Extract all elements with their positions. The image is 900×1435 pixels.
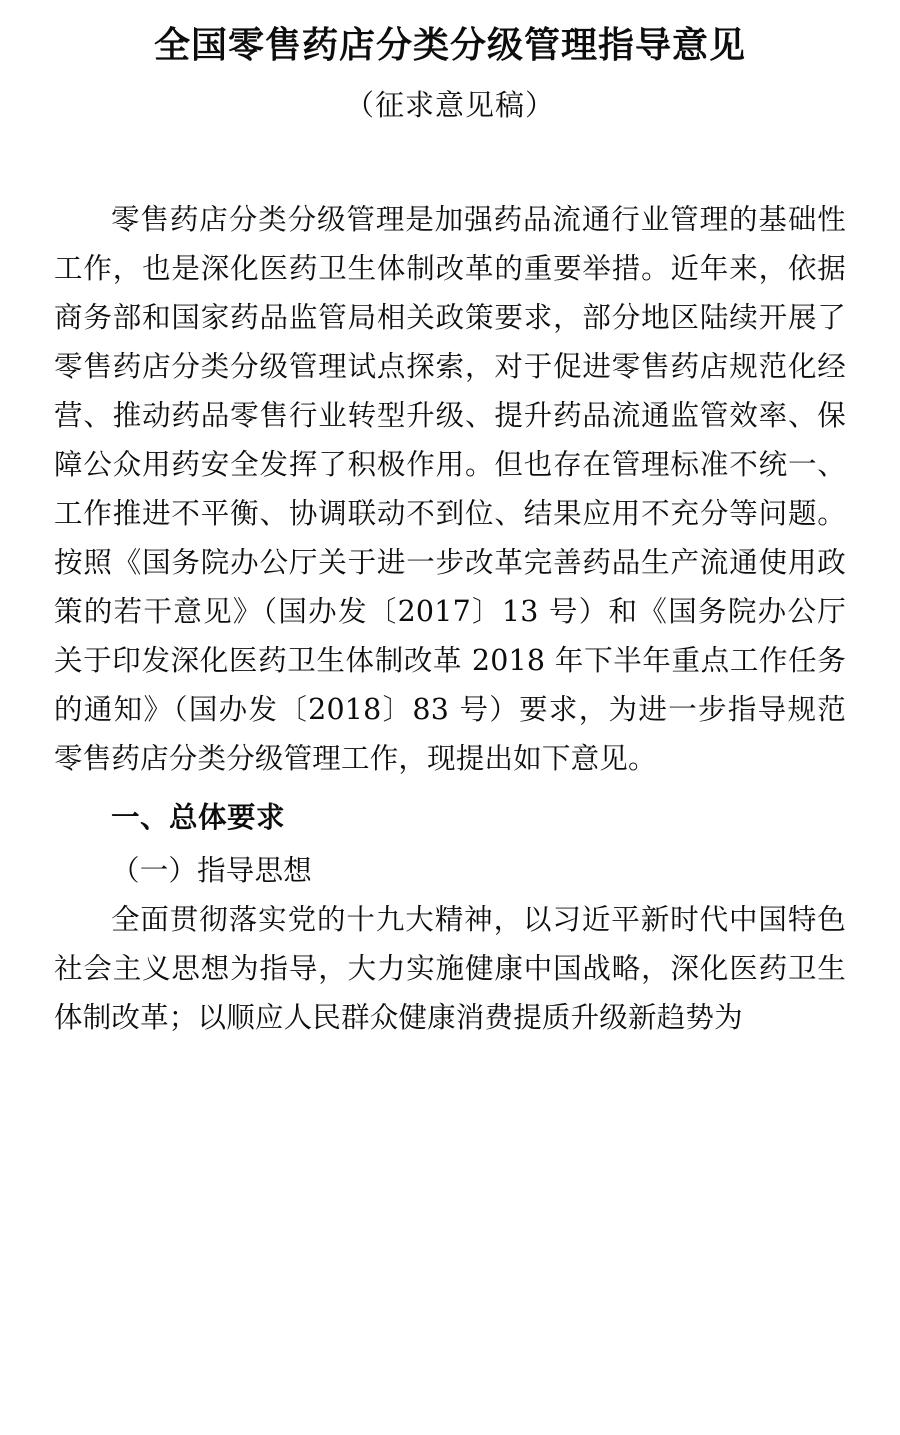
page-title: 全国零售药店分类分级管理指导意见	[153, 25, 746, 66]
document-subtitle: （征求意见稿）	[344, 87, 555, 122]
section-heading-overall-requirements: 一、总体要求	[111, 801, 286, 835]
intro-paragraph: 零售药店分类分级管理是加强药品流通行业管理的基础性工作，也是深化医药卫生体制改革的重要举措。近年来，依据商务部和国家药品监管局相关政策要求，部分地区陆续开展了零售药店分类分级管理试点探索，对于促进零售药店规范化经营、推动药品零售行业转型升级、提升药品流通监管效率、保障公众用药安全发挥了积极作用。但也存在管理标准不统一、工作推进不平衡、协调联动不到位、结果应用不充分等问题。按照《国务院办公厅关于进一步改革完善药品生产流通使用政策的若干意见》（国办发〔2017〕13 号）和《国务院办公厅关于印发深化医药卫生体制改革 2018 年下半年重点工作任务的通知》（国办发〔2018〕83 号）要求，为进一步指导规范零售药店分类分级管理工作，现提出如下意见。	[54, 203, 846, 776]
title-body-spacer	[54, 125, 846, 195]
sub-heading-guiding-thought: （一）指导思想	[111, 854, 312, 888]
guiding-thought-block	[54, 895, 846, 1044]
guiding-thought-paragraph: 全面贯彻落实党的十九大精神，以习近平新时代中国特色社会主义思想为指导，大力实施健康中国战略，深化医药卫生体制改革；以顺应人民群众健康消费提质升级新趋势为	[54, 903, 846, 1035]
